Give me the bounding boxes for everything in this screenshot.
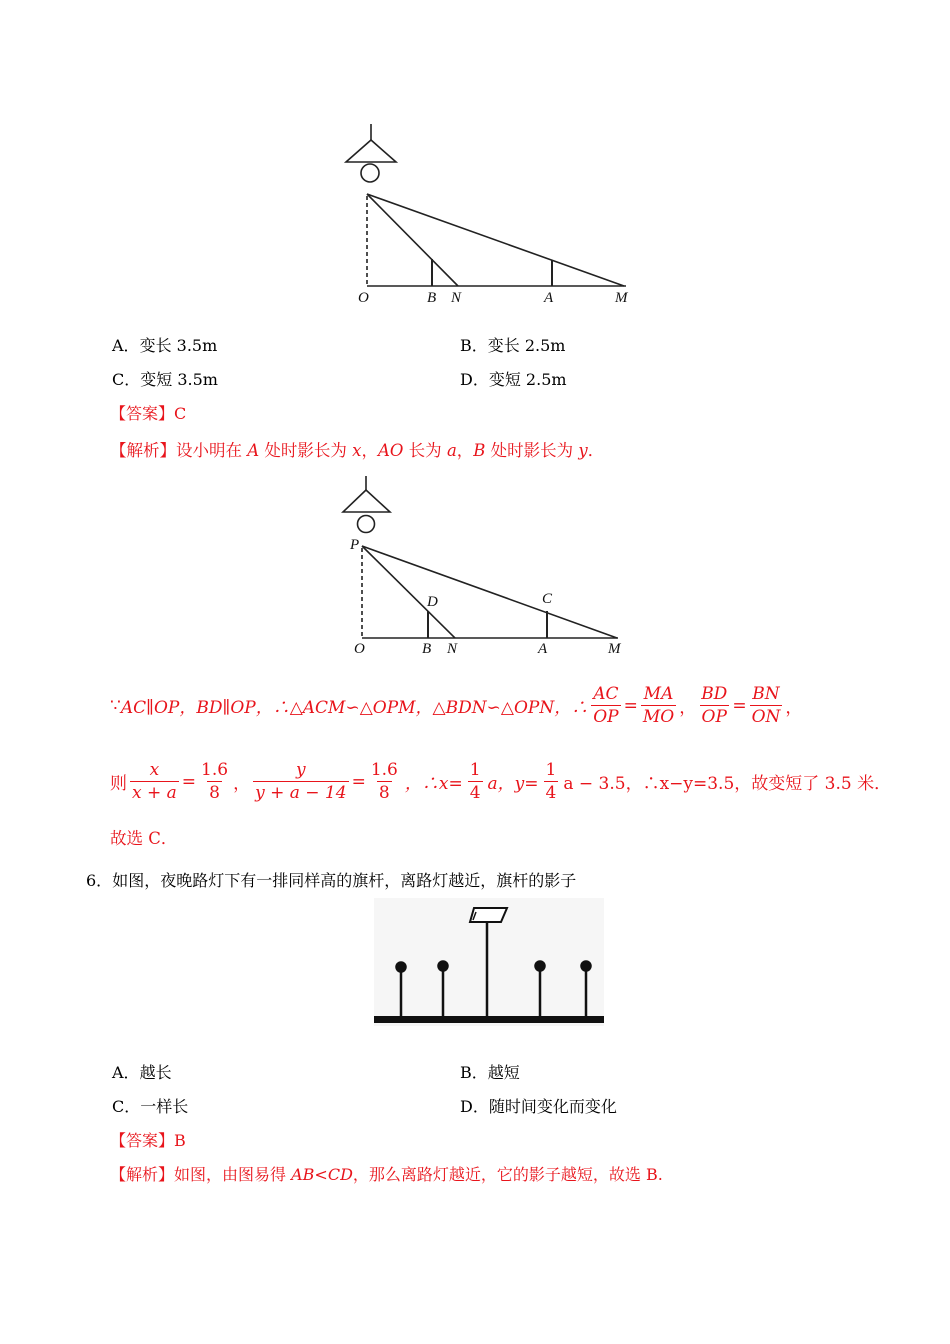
option-a-key: A． <box>112 1063 140 1082</box>
math-similarity-line <box>110 684 802 727</box>
analysis-text: ， <box>361 441 378 460</box>
var-AO: AO <box>377 441 404 460</box>
flagpole-1-top <box>397 963 406 972</box>
fraction-bd-op <box>699 684 729 727</box>
analysis-text: 处时影长为 <box>259 441 353 460</box>
inequality-ab-cd: AB<CD <box>291 1165 353 1184</box>
light-ray-to-N <box>367 194 458 286</box>
option-c[interactable] <box>112 370 218 390</box>
option-d-text: 随时间变化而变化 <box>488 1097 617 1116</box>
answer-value: C <box>174 404 187 423</box>
fraction-1-6-over-8 <box>199 760 230 803</box>
analysis-text: ， <box>456 441 474 460</box>
label-C: C <box>542 591 553 607</box>
question-number: 6． <box>86 871 113 890</box>
label-P: P <box>350 537 360 553</box>
var-x: x <box>352 441 362 460</box>
fraction-ac-op <box>591 684 620 727</box>
comma: ， <box>233 774 251 794</box>
light-ray-to-N <box>362 546 455 638</box>
label-M: M <box>608 641 621 657</box>
analysis-text: ． <box>587 441 605 460</box>
numerator: x <box>149 760 160 780</box>
analysis-text: 长为 <box>403 441 447 460</box>
option-c-text: 一样长 <box>140 1097 189 1116</box>
lamp-shade <box>346 140 396 162</box>
label-O: O <box>358 290 369 306</box>
denominator: 8 <box>209 783 220 803</box>
flagpole-2-top <box>439 962 448 971</box>
option-c-key: C． <box>112 1097 141 1116</box>
numerator: AC <box>593 684 619 704</box>
option-b-key: B． <box>460 1063 488 1082</box>
conclusion-statement: a − 3.5，∴x−y=3.5，故变短了 3.5 米． <box>563 774 892 794</box>
fraction-one-quarter <box>468 760 483 803</box>
equals-sign: = <box>732 695 747 716</box>
option-a-text: 越长 <box>139 1063 172 1082</box>
lamp-bulb <box>358 516 375 533</box>
option-b[interactable] <box>460 336 565 356</box>
light-ray-to-M <box>362 546 617 638</box>
denominator: MO <box>642 707 675 727</box>
var-a: a <box>446 441 457 460</box>
denominator: x + a <box>132 783 177 803</box>
analysis-text: 处时影长为 <box>485 441 579 460</box>
equals-sign: = <box>181 771 197 792</box>
denominator: OP <box>701 707 727 727</box>
label-N: N <box>447 641 458 657</box>
analysis-text: 设小明在 <box>176 441 248 460</box>
label-A: A <box>538 641 548 657</box>
analysis-tag: 【解析】 <box>110 1165 175 1184</box>
label-B: B <box>427 290 437 306</box>
denominator: 4 <box>469 783 481 803</box>
denominator: 4 <box>545 783 557 803</box>
question-6-stem <box>86 871 576 891</box>
label-N: N <box>451 290 462 306</box>
answer-tag: 【答案】 <box>110 1131 175 1150</box>
equals-sign: = <box>351 771 366 792</box>
fraction-x-over-x-plus-a <box>130 760 179 803</box>
fraction-1-6-over-8 <box>369 760 400 803</box>
option-d-key: D． <box>460 370 489 389</box>
q6-answer-line <box>110 1131 186 1151</box>
numerator: 1 <box>545 760 557 780</box>
answer-tag: 【答案】 <box>110 404 175 423</box>
numerator: y <box>296 760 306 780</box>
option-c-text: 变短 3.5m <box>140 370 218 389</box>
q6-option-a[interactable] <box>112 1063 172 1083</box>
analysis-text: ，那么离路灯越近，它的影子越短，故选 B. <box>352 1165 663 1184</box>
analysis-tag: 【解析】 <box>110 441 176 460</box>
var-y: y <box>578 441 588 460</box>
lamp-shade <box>343 490 390 512</box>
label-M: M <box>615 290 628 306</box>
var-B: B <box>473 441 486 460</box>
option-d-key: D． <box>460 1097 489 1116</box>
because-symbol: ∵ <box>110 695 121 716</box>
label-B: B <box>422 641 432 657</box>
q6-option-c[interactable] <box>112 1097 188 1117</box>
flagpole-4-top <box>582 962 591 971</box>
fraction-bn-on <box>750 684 783 727</box>
option-d-text: 变短 2.5m <box>488 370 567 389</box>
numerator: 1.6 <box>201 760 229 780</box>
similarity-statement: AC∥OP，BD∥OP，∴△ACM∽△OPM，△BDN∽△OPN，∴ <box>120 698 589 718</box>
q6-analysis-line <box>110 1165 663 1185</box>
math-solution-line <box>110 760 893 803</box>
option-b-text: 变长 2.5m <box>487 336 566 355</box>
numerator: BN <box>752 684 780 704</box>
analysis-text: 如图，由图易得 <box>174 1165 292 1184</box>
equals-sign: = <box>623 695 638 716</box>
answer-value: B <box>174 1131 186 1150</box>
option-d[interactable] <box>460 370 567 390</box>
flagpoles-street-lamp-figure <box>374 898 604 1026</box>
label-D: D <box>427 594 438 610</box>
lamp-shadow-figure-2 <box>330 470 650 660</box>
label-A: A <box>544 290 554 306</box>
numerator: MA <box>643 684 674 704</box>
q5-analysis-intro <box>110 441 604 461</box>
then-word: 则 <box>110 774 127 794</box>
fraction-ma-mo <box>641 684 676 727</box>
numerator: BD <box>701 684 728 704</box>
label-O: O <box>354 641 365 657</box>
option-a[interactable] <box>112 336 217 356</box>
option-b-text: 越短 <box>487 1063 520 1082</box>
flagpole-3-top <box>536 962 545 971</box>
q6-option-d[interactable] <box>460 1097 617 1117</box>
lamp-shadow-figure-1 <box>330 118 650 308</box>
q5-answer-line <box>110 404 186 424</box>
lamp-bulb <box>361 164 379 182</box>
q6-option-b[interactable] <box>460 1063 520 1083</box>
x-equals: ，∴x= <box>404 774 463 794</box>
question-text: 如图，夜晚路灯下有一排同样高的旗杆，离路灯越近，旗杆的影子 <box>112 871 577 890</box>
option-a-text: 变长 3.5m <box>139 336 218 355</box>
fraction-y-over-y-plus-a-minus-14 <box>253 760 348 803</box>
option-a-key: A． <box>112 336 140 355</box>
numerator: 1 <box>469 760 481 780</box>
light-ray-to-M <box>367 194 624 286</box>
ground-bar <box>374 1016 604 1023</box>
comma: ， <box>785 698 803 718</box>
denominator: 8 <box>378 783 390 803</box>
comma: ， <box>679 698 697 718</box>
denominator: y + a − 14 <box>255 783 347 803</box>
y-equals: a，y= <box>487 774 539 794</box>
denominator: OP <box>593 707 619 727</box>
fraction-one-quarter <box>544 760 559 803</box>
option-b-key: B． <box>460 336 488 355</box>
numerator: 1.6 <box>370 760 398 780</box>
option-c-key: C． <box>112 370 141 389</box>
q5-conclusion: 故选 C． <box>110 829 178 848</box>
denominator: ON <box>751 707 781 727</box>
var-A: A <box>247 441 260 460</box>
